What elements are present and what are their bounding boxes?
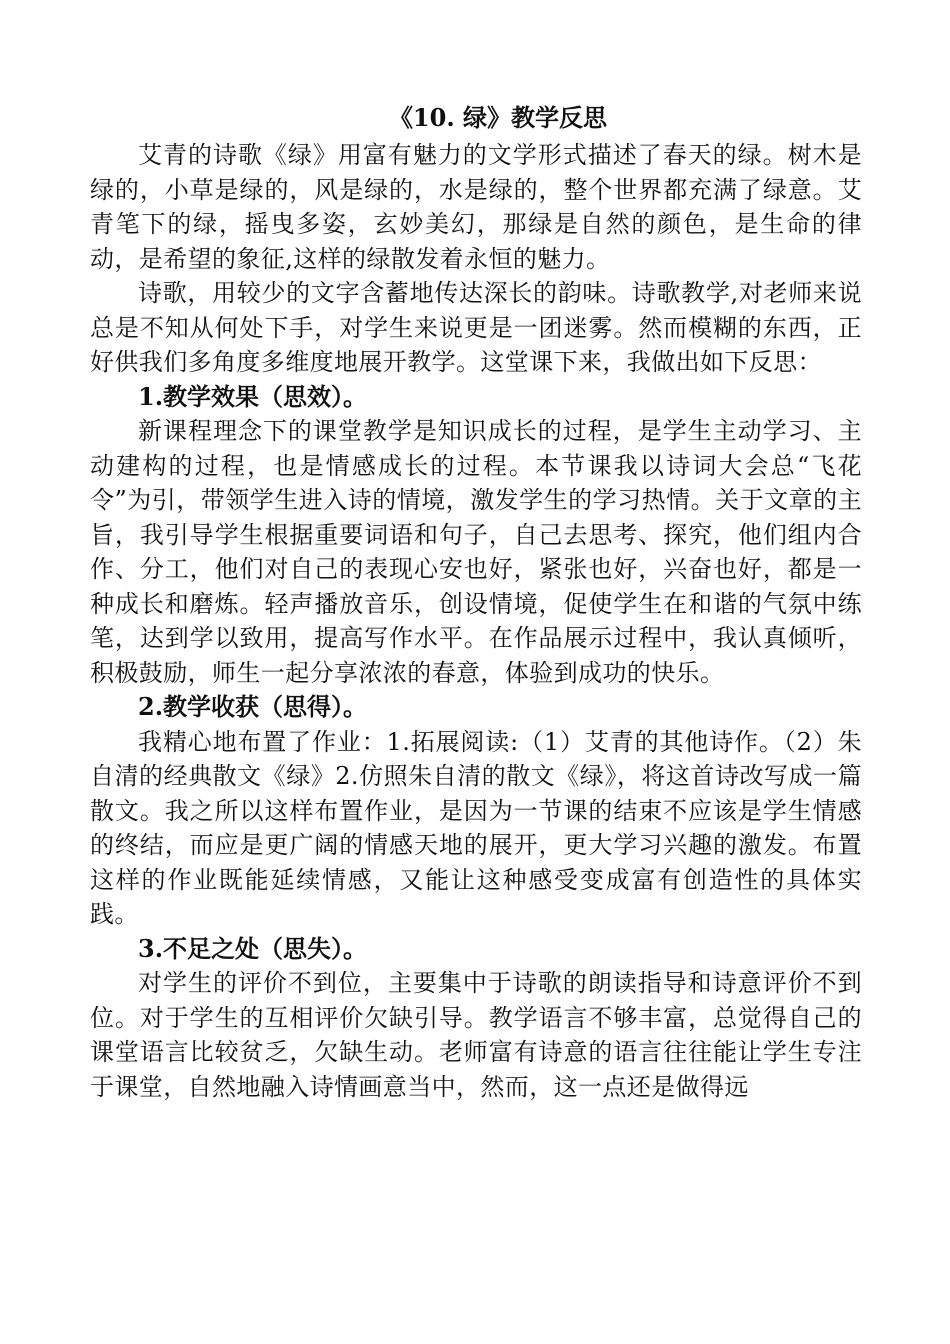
section-body-effect: 新课程理念下的课堂教学是知识成长的过程，是学生主动学习、主动建构的过程，也是情感成长的过程。本节课我以诗词大会总“飞花令”为引，带领学生进入诗的情境，激发学生的学习热情。关于文章的主旨，我引导学生根据重要词语和句子，自己去思考、探究，他们组内合作、分工，他们对自己的表现心安也好，紧张也好，兴奋也好，都是一种成长和磨炼。轻声播放音乐，创设情境，促使学生在和谐的气氛中练笔，达到学以致用，提高写作水平。在作品展示过程中，我认真倾听，积极鼓励，师生一起分享浓浓的春意，体验到成功的快乐。 — [90, 417, 862, 687]
document-title: 《10. 绿》教学反思 — [388, 103, 608, 132]
intro-paragraph-1: 艾青的诗歌《绿》用富有魅力的文学形式描述了春天的绿。树木是绿的，小草是绿的，风是绿的，水是绿的，整个世界都充满了绿意。艾青笔下的绿，摇曳多姿，玄妙美幻，那绿是自然的颜色，是生命的律动，是希望的象征,这样的绿散发着永恒的魅力。 — [90, 141, 862, 273]
section-heading-gains: 2.教学收获（思得）。 — [138, 692, 368, 721]
section-heading-shortcomings: 3.不足之处（思失）。 — [138, 933, 368, 963]
section-body-shortcomings: 对学生的评价不到位，主要集中于诗歌的朗读指导和诗意评价不到位。对于学生的互相评价欠缺引导。教学语言不够丰富，总觉得自己的课堂语言比较贫乏，欠缺生动。老师富有诗意的语言往往能让学生专注于课堂，自然地融入诗情画意当中，然而，这一点还是做得远 — [90, 969, 862, 1101]
section-body-gains: 我精心地布置了作业：1.拓展阅读:（1）艾青的其他诗作。（2）朱自清的经典散文《绿》2.仿照朱自清的散文《绿》，将这首诗改写成一篇散文。我之所以这样布置作业，是因为一节课的结束不应该是学生情感的终结，而应是更广阔的情感天地的展开，更大学习兴趣的激发。布置这样的作业既能延续情感，又能让这种感受变成富有创造性的具体实践。 — [90, 727, 862, 928]
section-heading-effect: 1.教学效果（思效）。 — [138, 381, 368, 411]
document-page — [90, 98, 862, 1104]
intro-paragraph-2: 诗歌，用较少的文字含蓄地传达深长的韵味。诗歌教学,对老师来说总是不知从何处下手，对学生来说更是一团迷雾。然而模糊的东西，正好供我们多角度多维度地展开教学。这堂课下来，我做出如下反思： — [90, 279, 862, 376]
